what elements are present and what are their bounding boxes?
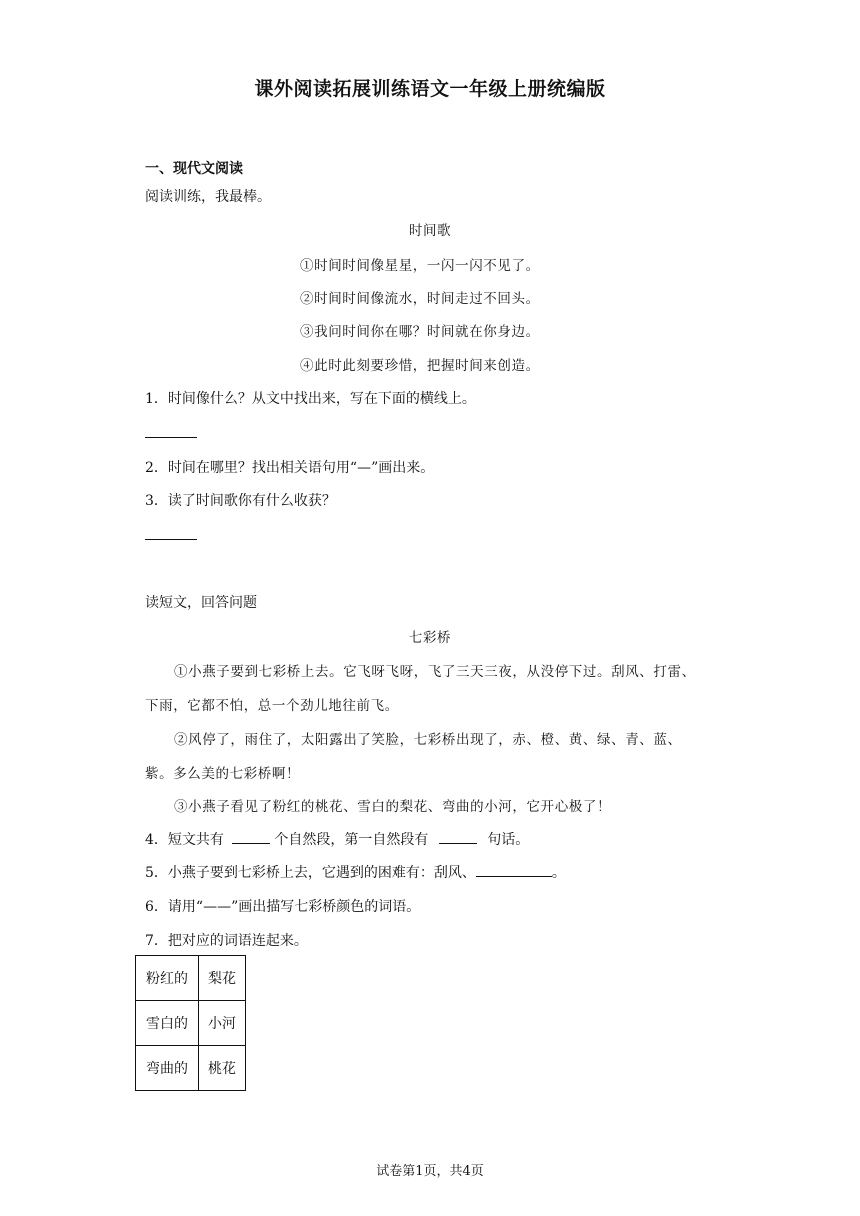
question-4-part-3: 句话。 <box>487 832 530 848</box>
question-2: 2．时间在哪里？找出相关语句用“—”画出来。 <box>145 460 435 476</box>
answer-line-1[interactable] <box>145 437 197 438</box>
match-left-item[interactable]: 粉红的 <box>136 956 199 1001</box>
story-paragraph-2-line-1: ②风停了，雨住了，太阳露出了笑脸，七彩桥出现了，赤、橙、黄、绿、青、蓝、 <box>174 732 682 748</box>
story-paragraph-1-line-1: ①小燕子要到七彩桥上去。它飞呀飞呀，飞了三天三夜，从没停下过。刮风、打雷、 <box>174 664 696 680</box>
section-intro: 阅读训练，我最棒。 <box>145 189 271 205</box>
match-right-item[interactable]: 梨花 <box>199 956 246 1001</box>
question-4-part-2: 个自然段，第一自然段有 <box>274 832 429 848</box>
story-paragraph-2-line-2: 紫。多么美的七彩桥啊！ <box>145 766 301 782</box>
section2-intro: 读短文，回答问题 <box>145 595 257 611</box>
poem-line-4: ④此时此刻要珍惜，把握时间来创造。 <box>300 358 540 374</box>
poem-line-3: ③我问时间你在哪？时间就在你身边。 <box>300 324 540 340</box>
question-4 <box>145 829 529 849</box>
story-title: 七彩桥 <box>408 630 452 646</box>
table-row <box>136 1046 246 1091</box>
question-6: 6．请用“——”画出描写七彩桥颜色的词语。 <box>145 899 421 915</box>
poem-title: 时间歌 <box>408 223 452 239</box>
table-row <box>136 956 246 1001</box>
match-left-item[interactable]: 弯曲的 <box>136 1046 199 1091</box>
page-footer: 试卷第1页，共4页 <box>376 1164 484 1179</box>
question-4-part-1: 4．短文共有 <box>145 832 224 848</box>
question-5-part-1: 5．小燕子要到七彩桥上去，它遇到的困难有：刮风、 <box>145 865 476 881</box>
answer-blank-sentence-count[interactable] <box>439 829 477 844</box>
match-right-item[interactable]: 小河 <box>199 1001 246 1046</box>
question-5-part-2: 。 <box>551 865 566 881</box>
story-paragraph-3: ③小燕子看见了粉红的桃花、雪白的梨花、弯曲的小河，它开心极了！ <box>174 799 612 815</box>
question-3: 3．读了时间歌你有什么收获？ <box>145 493 336 509</box>
match-left-item[interactable]: 雪白的 <box>136 1001 199 1046</box>
question-1: 1．时间像什么？从文中找出来，写在下面的横线上。 <box>145 391 476 407</box>
poem-line-1: ①时间时间像星星，一闪一闪不见了。 <box>300 258 540 274</box>
matching-table <box>135 955 246 1091</box>
poem-line-2: ②时间时间像流水，时间走过不回头。 <box>300 291 540 307</box>
question-7: 7．把对应的词语连起来。 <box>145 933 308 949</box>
question-5 <box>145 862 566 882</box>
answer-line-3[interactable] <box>145 539 197 540</box>
answer-blank-difficulties[interactable] <box>476 862 552 877</box>
match-right-item[interactable]: 桃花 <box>199 1046 246 1091</box>
page-title: 课外阅读拓展训练语文一年级上册统编版 <box>254 78 606 100</box>
table-row <box>136 1001 246 1046</box>
story-paragraph-1-line-2: 下雨，它都不怕，总一个劲儿地往前飞。 <box>145 698 399 714</box>
answer-blank-paragraph-count[interactable] <box>232 829 270 844</box>
section-heading: 一、现代文阅读 <box>145 161 243 177</box>
